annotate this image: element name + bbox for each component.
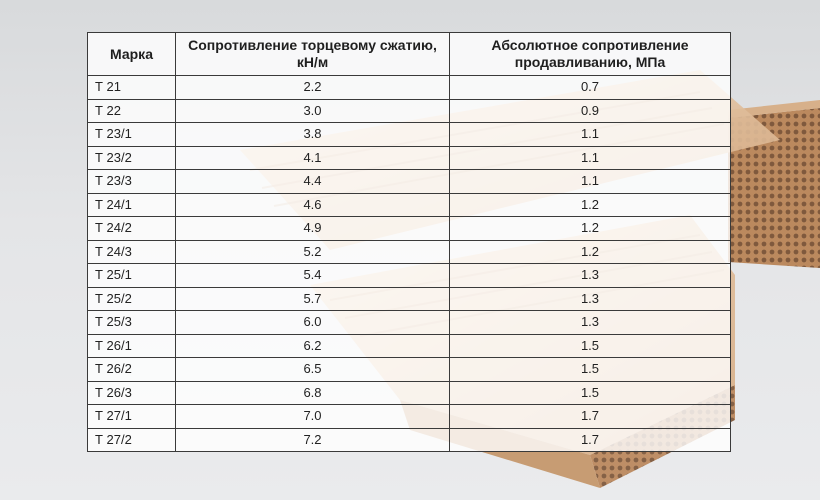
table-row xyxy=(88,428,731,452)
cell-edge-crush: 4.6 xyxy=(176,193,450,217)
cell-grade: Т 25/2 xyxy=(88,287,176,311)
cell-grade: Т 26/1 xyxy=(88,334,176,358)
header-edge-crush: Сопротивление торцевому сжатию, кН/м xyxy=(176,33,450,76)
table-row xyxy=(88,146,731,170)
table-row xyxy=(88,240,731,264)
cell-grade: Т 23/3 xyxy=(88,170,176,194)
cell-burst-strength: 1.7 xyxy=(450,428,731,452)
cell-edge-crush: 5.2 xyxy=(176,240,450,264)
specification-table xyxy=(87,32,731,452)
cell-edge-crush: 5.7 xyxy=(176,287,450,311)
cell-edge-crush: 4.4 xyxy=(176,170,450,194)
header-grade: Марка xyxy=(88,33,176,76)
cell-burst-strength: 0.9 xyxy=(450,99,731,123)
cell-grade: Т 26/3 xyxy=(88,381,176,405)
cell-edge-crush: 3.0 xyxy=(176,99,450,123)
table-header-row xyxy=(88,33,731,76)
cell-burst-strength: 0.7 xyxy=(450,76,731,100)
table-body xyxy=(88,76,731,452)
cell-grade: Т 22 xyxy=(88,99,176,123)
cell-grade: Т 26/2 xyxy=(88,358,176,382)
cell-edge-crush: 5.4 xyxy=(176,264,450,288)
cell-burst-strength: 1.3 xyxy=(450,264,731,288)
cell-burst-strength: 1.5 xyxy=(450,334,731,358)
cell-grade: Т 24/1 xyxy=(88,193,176,217)
header-burst-strength: Абсолютное сопротивление продавливанию, МПа xyxy=(450,33,731,76)
table-row xyxy=(88,405,731,429)
cell-edge-crush: 6.5 xyxy=(176,358,450,382)
cell-burst-strength: 1.3 xyxy=(450,287,731,311)
table-row xyxy=(88,264,731,288)
cell-grade: Т 23/1 xyxy=(88,123,176,147)
cell-burst-strength: 1.5 xyxy=(450,381,731,405)
cell-edge-crush: 7.0 xyxy=(176,405,450,429)
table-row xyxy=(88,170,731,194)
cell-grade: Т 25/3 xyxy=(88,311,176,335)
table-row xyxy=(88,287,731,311)
cell-burst-strength: 1.1 xyxy=(450,146,731,170)
cell-grade: Т 27/2 xyxy=(88,428,176,452)
cell-burst-strength: 1.7 xyxy=(450,405,731,429)
cell-edge-crush: 3.8 xyxy=(176,123,450,147)
cell-burst-strength: 1.2 xyxy=(450,217,731,241)
table-row xyxy=(88,99,731,123)
cell-burst-strength: 1.1 xyxy=(450,170,731,194)
table-row xyxy=(88,311,731,335)
cell-burst-strength: 1.5 xyxy=(450,358,731,382)
cell-grade: Т 25/1 xyxy=(88,264,176,288)
cell-burst-strength: 1.1 xyxy=(450,123,731,147)
cell-edge-crush: 6.8 xyxy=(176,381,450,405)
cell-grade: Т 24/3 xyxy=(88,240,176,264)
table-row xyxy=(88,334,731,358)
cell-burst-strength: 1.2 xyxy=(450,193,731,217)
table-row xyxy=(88,193,731,217)
table-row xyxy=(88,123,731,147)
cell-edge-crush: 4.1 xyxy=(176,146,450,170)
cell-edge-crush: 6.2 xyxy=(176,334,450,358)
cell-grade: Т 21 xyxy=(88,76,176,100)
cell-grade: Т 27/1 xyxy=(88,405,176,429)
cell-burst-strength: 1.3 xyxy=(450,311,731,335)
table-row xyxy=(88,217,731,241)
cell-edge-crush: 2.2 xyxy=(176,76,450,100)
cell-edge-crush: 6.0 xyxy=(176,311,450,335)
table-row xyxy=(88,76,731,100)
cell-burst-strength: 1.2 xyxy=(450,240,731,264)
cell-edge-crush: 7.2 xyxy=(176,428,450,452)
spec-table-container xyxy=(87,32,730,452)
table-row xyxy=(88,358,731,382)
cell-edge-crush: 4.9 xyxy=(176,217,450,241)
cell-grade: Т 24/2 xyxy=(88,217,176,241)
table-row xyxy=(88,381,731,405)
cell-grade: Т 23/2 xyxy=(88,146,176,170)
